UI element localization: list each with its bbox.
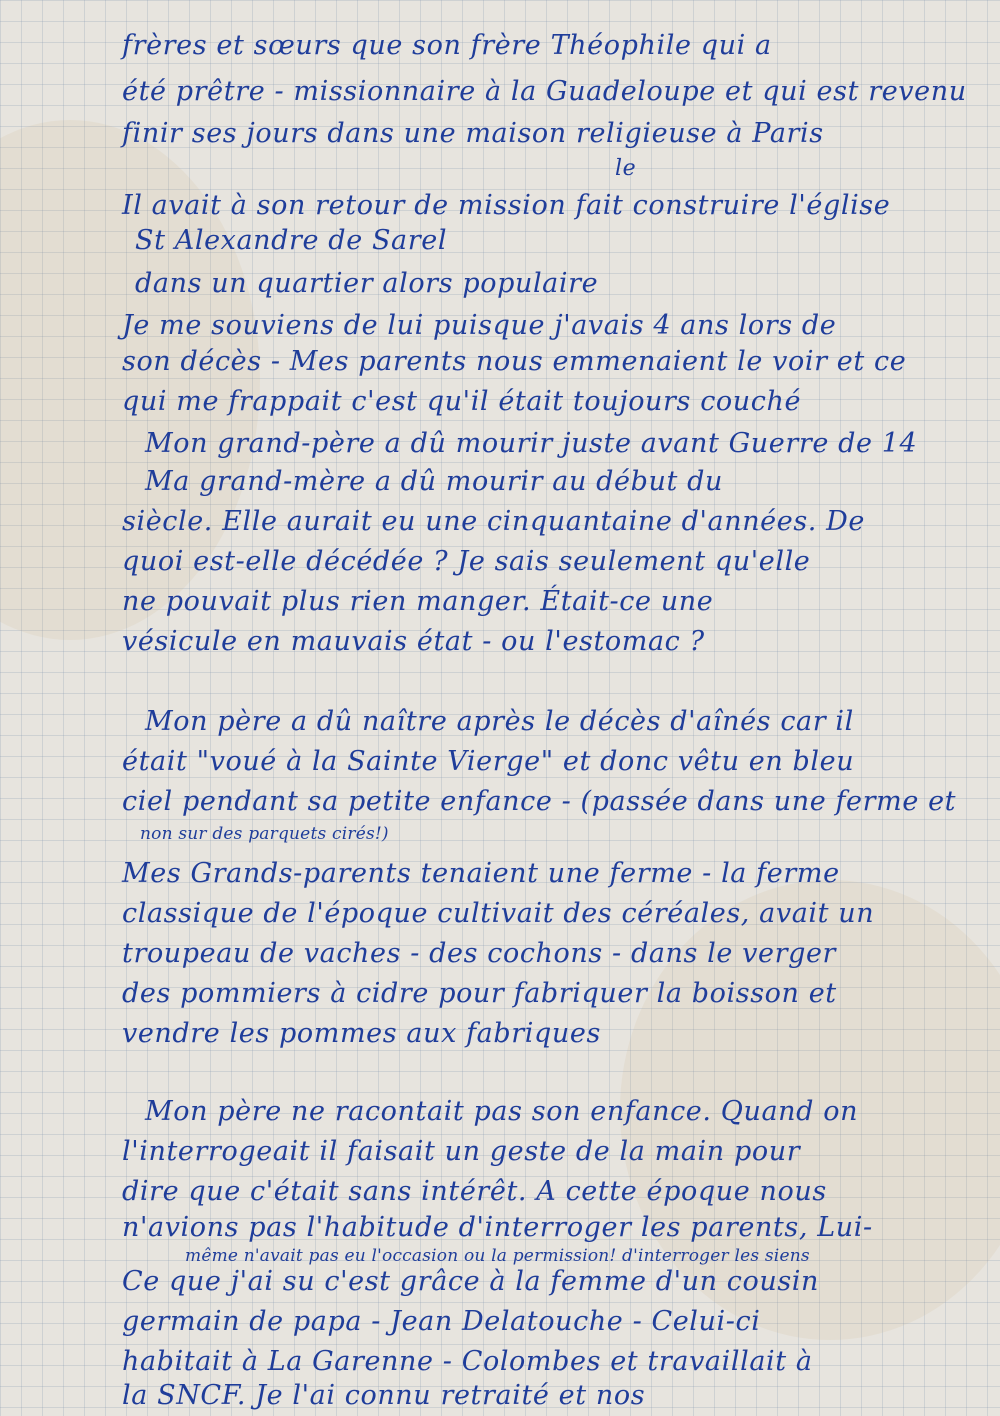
text-line: troupeau de vaches - des cochons - dans le verger: [122, 938, 837, 969]
text-line: dans un quartier alors populaire: [135, 268, 599, 299]
text-line: St Alexandre de Sarel: [135, 225, 448, 256]
text-line: Mon père a dû naître après le décès d'aînés car il: [145, 706, 854, 737]
text-line: ne pouvait plus rien manger. Était-ce une: [122, 586, 714, 617]
text-line: dire que c'était sans intérêt. A cette époque nous: [122, 1176, 827, 1207]
text-line: Mon père ne racontait pas son enfance. Quand on: [145, 1096, 859, 1127]
text-line: siècle. Elle aurait eu une cinquantaine d'années. De: [122, 506, 865, 537]
text-line: la SNCF. Je l'ai connu retraité et nos: [122, 1380, 646, 1411]
text-line: germain de papa - Jean Delatouche - Celui-ci: [122, 1306, 761, 1337]
text-line: Il avait à son retour de mission fait construire l'église: [122, 190, 891, 221]
text-line: Mon grand-père a dû mourir juste avant Guerre de 14: [145, 428, 918, 459]
text-line: son décès - Mes parents nous emmenaient le voir et ce: [122, 346, 907, 377]
text-line: n'avions pas l'habitude d'interroger les parents, Lui-: [122, 1212, 873, 1243]
text-line: frères et sœurs que son frère Théophile qui a: [122, 30, 772, 61]
text-line: Ce que j'ai su c'est grâce à la femme d'un cousin: [122, 1266, 820, 1297]
text-line: habitait à La Garenne - Colombes et travaillait à: [122, 1346, 813, 1377]
text-line: été prêtre - missionnaire à la Guadeloupe et qui est revenu: [122, 76, 967, 107]
text-line: même n'avait pas eu l'occasion ou la permission! d'interroger les siens: [185, 1246, 810, 1266]
text-line: des pommiers à cidre pour fabriquer la boisson et: [122, 978, 837, 1009]
text-line: l'interrogeait il faisait un geste de la main pour: [122, 1136, 801, 1167]
text-line: Mes Grands-parents tenaient une ferme - la ferme: [122, 858, 840, 889]
text-line: ciel pendant sa petite enfance - (passée dans une ferme et: [122, 786, 957, 817]
text-line: Ma grand-mère a dû mourir au début du: [145, 466, 723, 497]
text-line: le: [615, 156, 637, 181]
text-line: vendre les pommes aux fabriques: [122, 1018, 601, 1049]
text-line: finir ses jours dans une maison religieuse à Paris: [122, 118, 824, 149]
text-line: était "voué à la Sainte Vierge" et donc vêtu en bleu: [122, 746, 855, 777]
text-line: non sur des parquets cirés!): [140, 824, 389, 844]
text-line: vésicule en mauvais état - ou l'estomac ?: [122, 626, 705, 657]
text-line: Je me souviens de lui puisque j'avais 4 ans lors de: [122, 310, 837, 341]
text-line: classique de l'époque cultivait des céréales, avait un: [122, 898, 875, 929]
text-line: quoi est-elle décédée ? Je sais seulement qu'elle: [122, 546, 811, 577]
text-line: qui me frappait c'est qu'il était toujours couché: [122, 386, 802, 417]
